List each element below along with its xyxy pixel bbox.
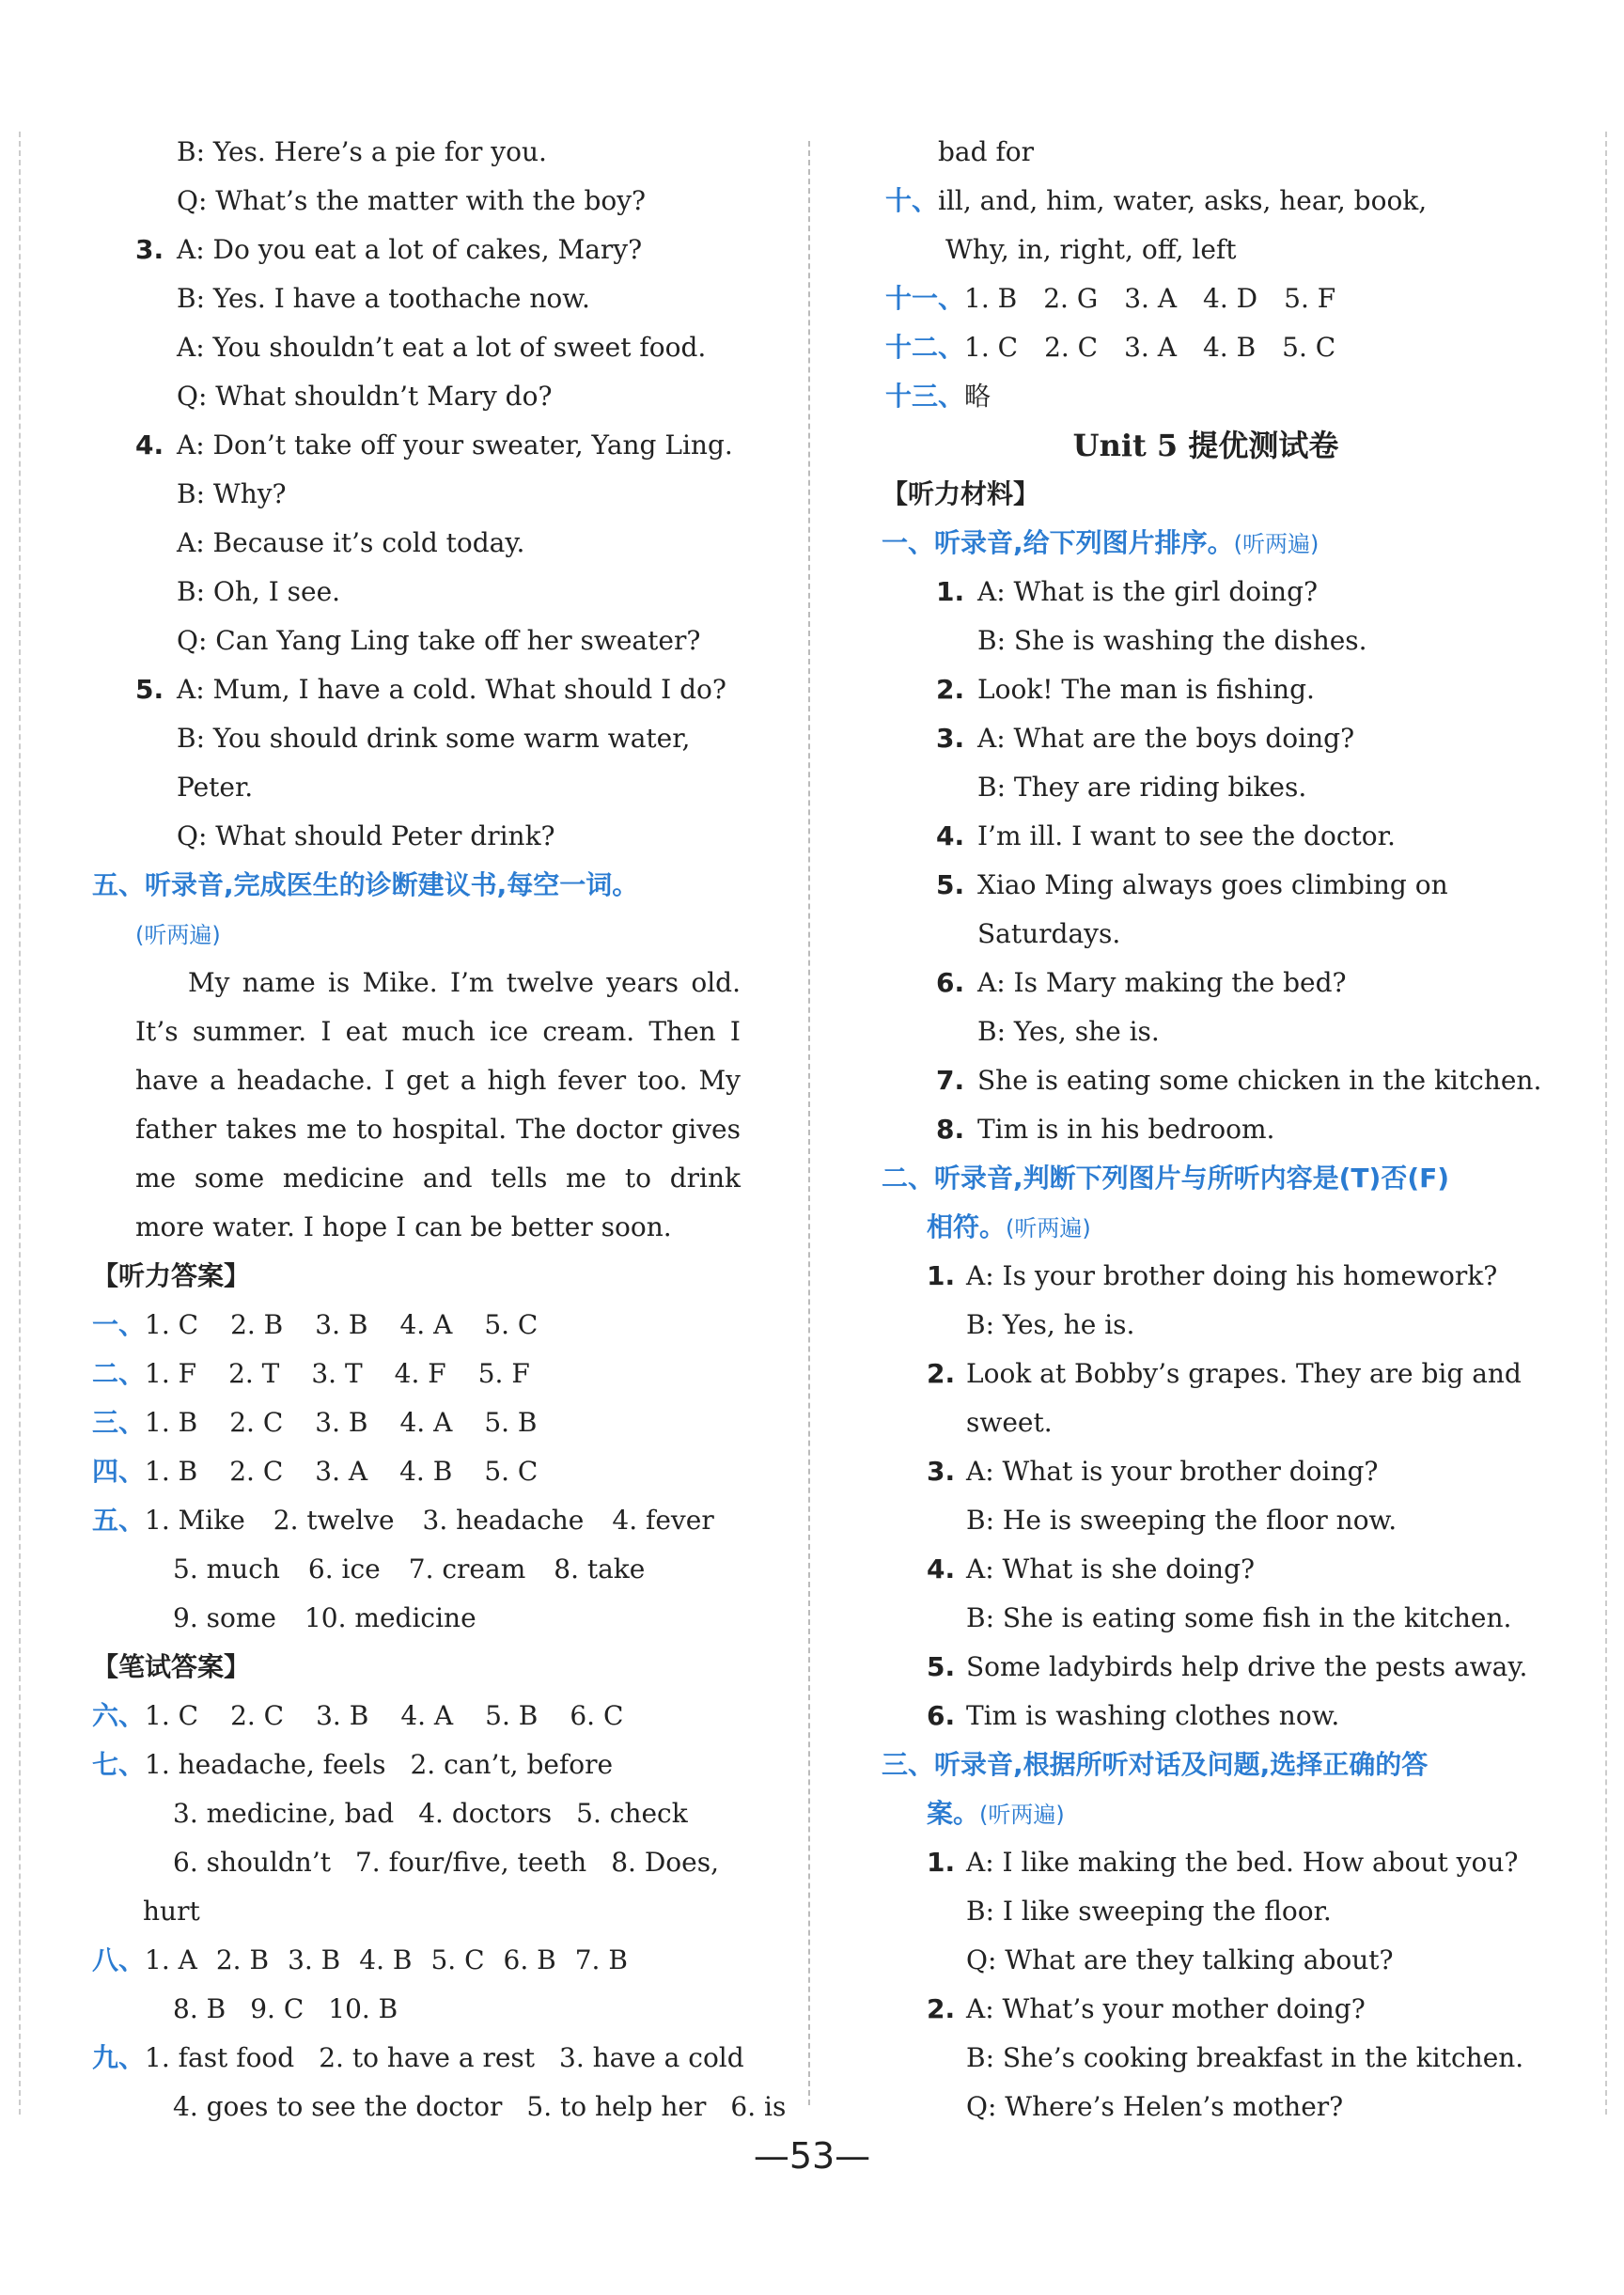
line-text: B: He is sweeping the floor now. — [966, 1505, 1398, 1536]
answer-item: 1. B — [964, 283, 1018, 314]
section10-line — [882, 177, 1530, 226]
answer-row — [83, 2034, 744, 2083]
dialog-line — [83, 177, 741, 226]
dialog-line — [83, 665, 741, 714]
answer-item: 1. C — [964, 332, 1019, 363]
line-text: I’m ill. I want to see the doctor. — [977, 820, 1396, 851]
section5-title: 五、听录音,完成医生的诊断建议书,每空一词。 — [92, 869, 639, 900]
answer-item: 4. A — [399, 1407, 453, 1438]
section-label: 三、 — [92, 1407, 146, 1438]
item-number: 1. — [927, 1260, 956, 1291]
dialog-line — [83, 763, 741, 812]
dialog-line — [83, 128, 741, 177]
section13-line — [882, 372, 1530, 421]
line-text: A: What’s your mother doing? — [966, 1993, 1366, 2024]
material-line — [882, 910, 1530, 959]
section-title: 相符。 — [927, 1211, 1007, 1242]
material-line — [882, 2034, 1530, 2083]
section-heading — [882, 1789, 1530, 1838]
item-number: 7. — [936, 1065, 965, 1096]
answer-item: 1. headache, feels — [145, 1749, 386, 1780]
item-number: 2. — [936, 674, 965, 705]
section-heading — [882, 1154, 1530, 1203]
written-answers — [83, 1692, 787, 2131]
material-line — [882, 1887, 1530, 1936]
right-column — [882, 128, 1542, 2131]
answer-item: 6. ice — [307, 1553, 381, 1585]
section-note: (听两遍) — [979, 1802, 1065, 1828]
item-number: 4. — [927, 1553, 956, 1585]
written-answers-header: 【笔试答案】 — [92, 1651, 251, 1682]
item-number: 5. — [936, 869, 965, 900]
line-text: A: Is your brother doing his homework? — [966, 1260, 1498, 1291]
dialog-line — [83, 421, 741, 470]
left-column — [83, 128, 787, 2131]
answer-item: 6. C — [570, 1700, 624, 1731]
dialog-line — [83, 274, 741, 323]
line-text: A: I like making the bed. How about you? — [966, 1847, 1519, 1878]
answer-item: 5. C — [484, 1309, 539, 1340]
column-divider — [808, 141, 810, 2105]
line-text: A: What is your brother doing? — [966, 1456, 1379, 1487]
material-line — [882, 617, 1530, 665]
answer-row — [83, 1936, 741, 1985]
section-title: 二、听录音,判断下列图片与所听内容是(T)否(F) — [882, 1163, 1450, 1194]
material-line — [882, 1545, 1530, 1594]
answer-item: 3. medicine, bad — [173, 1798, 395, 1829]
line-text: B: She is washing the dishes. — [977, 625, 1367, 656]
answer-item: 7. B — [574, 1944, 628, 1975]
answer-item: 5. C — [1282, 332, 1336, 363]
answer-item: 1. B — [145, 1407, 198, 1438]
section-label: 二、 — [92, 1358, 146, 1389]
answer-item: 6. is — [730, 2091, 787, 2122]
line-text: A: Do you eat a lot of cakes, Mary? — [177, 234, 643, 265]
line-text: Q: What shouldn’t Mary do? — [177, 381, 553, 412]
section5-answers — [83, 1496, 741, 1643]
line-text: Q: Can Yang Ling take off her sweater? — [177, 625, 701, 656]
answer-row — [83, 1545, 741, 1594]
section-title: 三、听录音,根据所听对话及问题,选择正确的答 — [882, 1749, 1429, 1780]
item-number: 4. — [936, 820, 965, 851]
answer-row — [83, 2083, 787, 2131]
answer-item: 8. B — [173, 1993, 226, 2024]
section-heading — [882, 1203, 1530, 1252]
line-text: B: They are riding bikes. — [977, 772, 1307, 803]
material-line — [882, 1105, 1530, 1154]
material-line — [882, 1398, 1530, 1447]
material-line — [882, 1496, 1530, 1545]
item-number: 3. — [135, 234, 164, 265]
answer-item: 1. C — [145, 1700, 199, 1731]
line-text: Q: What are they talking about? — [966, 1944, 1394, 1975]
sections-10-13 — [882, 177, 1530, 421]
answer-row — [83, 1447, 741, 1496]
material-line — [882, 1936, 1530, 1985]
line-text: Peter. — [177, 772, 254, 803]
answer-item: 5. C — [430, 1944, 485, 1975]
answer-item: 2. C — [1044, 332, 1099, 363]
answer-item: 1. A — [145, 1944, 197, 1975]
section-label: 十三、 — [885, 381, 965, 412]
top-line: bad for — [938, 136, 1035, 167]
answer-row — [83, 1741, 741, 1789]
line-text: B: She’s cooking breakfast in the kitchen. — [966, 2042, 1524, 2073]
listening-answers-header: 【听力答案】 — [92, 1260, 251, 1291]
material-line — [882, 1007, 1530, 1056]
line-text: Xiao Ming always goes climbing on — [977, 869, 1448, 900]
answer-item: 9. some — [173, 1602, 276, 1633]
answer-item: 3. B — [288, 1944, 341, 1975]
line-text: B: Yes. I have a toothache now. — [177, 283, 590, 314]
line-text: sweet. — [966, 1407, 1053, 1438]
answer-item: 4. F — [394, 1358, 446, 1389]
answer-item: 3. headache — [422, 1505, 585, 1536]
line-text: A: What is the girl doing? — [977, 576, 1319, 607]
material-line — [882, 568, 1530, 617]
line-text: A: What is she doing? — [966, 1553, 1256, 1585]
answer-item: 5. F — [1284, 283, 1336, 314]
section-title: 案。 — [927, 1798, 980, 1829]
answer-item: 5. F — [477, 1358, 530, 1389]
answer-item: 6. B — [503, 1944, 556, 1975]
answer-item: 1. C — [145, 1309, 199, 1340]
answer-row — [83, 1789, 741, 1838]
answer-item: 7. four/five, teeth — [354, 1847, 587, 1878]
line-text: Look! The man is fishing. — [977, 674, 1315, 705]
item-number: 8. — [936, 1114, 965, 1145]
answer-item: 5. to help her — [526, 2091, 707, 2122]
answer-item: 5. B — [484, 1407, 538, 1438]
answer-item: 3. B — [316, 1700, 369, 1731]
answer-row — [882, 323, 1530, 372]
answer-item: 2. to have a rest — [319, 2042, 536, 2073]
section-label: 一、 — [92, 1309, 146, 1340]
line-text: A: What are the boys doing? — [977, 723, 1355, 754]
answer-row — [83, 1838, 741, 1887]
line-text: Saturdays. — [977, 918, 1121, 949]
dialog-line — [83, 812, 741, 861]
answer-item: 5. B — [485, 1700, 539, 1731]
line-text: B: You should drink some warm water, — [177, 723, 691, 754]
line-text: B: She is eating some fish in the kitchen. — [966, 1602, 1512, 1633]
material-line — [882, 1301, 1530, 1350]
answer-item: 6. shouldn’t — [173, 1847, 331, 1878]
page-number: —53— — [753, 2135, 871, 2177]
item-number: 4. — [135, 429, 164, 461]
answer-item: 3. A — [1124, 332, 1177, 363]
line-text: Look at Bobby’s grapes. They are big and — [966, 1358, 1522, 1389]
answer-item: 1. Mike — [145, 1505, 245, 1536]
section-label: 九、 — [92, 2042, 146, 2073]
answer-item: 3. have a cold — [559, 2042, 744, 2073]
answer-item: 2. C — [230, 1700, 285, 1731]
line-text: Q: What’s the matter with the boy? — [177, 185, 647, 216]
material-line — [882, 959, 1530, 1007]
answer-item: 1. F — [145, 1358, 197, 1389]
item-number: 3. — [927, 1456, 956, 1487]
line-text: A: Don’t take off your sweater, Yang Ling. — [177, 429, 733, 461]
answer-row — [83, 1301, 741, 1350]
material-line — [882, 665, 1530, 714]
answer-item: 5. much — [173, 1553, 280, 1585]
section5-note: (听两遍) — [135, 922, 221, 948]
dialog-line — [83, 470, 741, 519]
section-heading — [882, 519, 1530, 568]
dialog-line — [83, 226, 741, 274]
line-text: B: Why? — [177, 478, 287, 509]
answer-item: 3. A — [1124, 283, 1178, 314]
material-line — [882, 1594, 1530, 1643]
answer-row — [83, 1398, 741, 1447]
item-number: 1. — [927, 1847, 956, 1878]
answer-item: 8. Does, — [611, 1847, 719, 1878]
material-line — [882, 861, 1530, 910]
section-title: 一、听录音,给下列图片排序。 — [882, 527, 1234, 558]
answer-row — [83, 1594, 741, 1643]
answer-item: 2. B — [215, 1944, 270, 1975]
answer-item: 3. B — [315, 1407, 368, 1438]
item-number: 5. — [135, 674, 164, 705]
dialog-section — [83, 128, 741, 861]
answer-item: 2. G — [1043, 283, 1099, 314]
answer-item: 2. B — [230, 1309, 284, 1340]
line-text: She is eating some chicken in the kitchen. — [977, 1065, 1542, 1096]
item-number: 2. — [927, 1993, 956, 2024]
item-number: 5. — [927, 1651, 956, 1682]
line-text: A: Mum, I have a cold. What should I do? — [177, 674, 726, 705]
section-label: 十二、 — [885, 332, 965, 363]
material-line — [882, 763, 1530, 812]
material-line — [882, 1838, 1530, 1887]
dialog-line — [83, 519, 741, 568]
line-text: Some ladybirds help drive the pests away. — [966, 1651, 1528, 1682]
line-text: B: Yes, she is. — [977, 1016, 1160, 1047]
listening-material — [882, 519, 1542, 2131]
section-label: 十、 — [885, 185, 939, 216]
line-text: B: Yes. Here’s a pie for you. — [177, 136, 547, 167]
item-number: 3. — [936, 723, 965, 754]
dialog-line — [83, 323, 741, 372]
answer-item: 2. twelve — [273, 1505, 395, 1536]
answer-item: 4. B — [399, 1456, 453, 1487]
answer-item: 4. D — [1203, 283, 1258, 314]
material-line — [882, 812, 1530, 861]
answer-item: 4. A — [399, 1309, 453, 1340]
answer-item: 4. B — [359, 1944, 413, 1975]
listening-answers — [83, 1301, 741, 1496]
answer-row-continued: hurt — [143, 1896, 200, 1927]
listening-material-header: 【听力材料】 — [882, 478, 1040, 509]
line-text: 略 — [964, 381, 992, 412]
answer-row — [83, 1350, 741, 1398]
answer-item: 1. fast food — [145, 2042, 295, 2073]
answer-item: 10. medicine — [304, 1602, 476, 1633]
line-text: Tim is in his bedroom. — [977, 1114, 1275, 1145]
answer-item: 1. B — [145, 1456, 198, 1487]
answer-item: 2. C — [229, 1456, 284, 1487]
material-line — [882, 1350, 1530, 1398]
section-label: 八、 — [92, 1944, 146, 1975]
section-label: 七、 — [92, 1749, 146, 1780]
unit-title: Unit 5 提优测试卷 — [1072, 428, 1339, 463]
material-line — [882, 714, 1530, 763]
right-margin-rule — [1605, 132, 1607, 2115]
section-label: 四、 — [92, 1456, 146, 1487]
answer-row — [882, 274, 1530, 323]
line-text: B: Yes, he is. — [966, 1309, 1135, 1340]
answer-item: 3. B — [315, 1309, 368, 1340]
answer-item: 4. goes to see the doctor — [173, 2091, 503, 2122]
left-margin-rule — [19, 132, 21, 2115]
material-line — [882, 1643, 1530, 1692]
material-line — [882, 1447, 1530, 1496]
answer-item: 2. T — [228, 1358, 280, 1389]
answer-item: 4. A — [400, 1700, 454, 1731]
material-line — [882, 1252, 1530, 1301]
material-line — [882, 1985, 1530, 2034]
answer-row — [83, 1985, 741, 2034]
line-text: Q: What should Peter drink? — [177, 820, 555, 851]
material-line — [882, 2083, 1530, 2131]
answer-row — [83, 1496, 741, 1545]
answer-item: 4. fever — [612, 1505, 714, 1536]
answer-item: 3. T — [311, 1358, 363, 1389]
answer-item: 3. A — [315, 1456, 368, 1487]
item-number: 6. — [927, 1700, 956, 1731]
section-note: (听两遍) — [1006, 1215, 1091, 1241]
line-text: ill, and, him, water, asks, hear, book, — [938, 185, 1428, 216]
section-label: 六、 — [92, 1700, 146, 1731]
answer-item: 2. can’t, before — [410, 1749, 614, 1780]
section-label: 十一、 — [885, 283, 965, 314]
section-label: 五、 — [92, 1505, 146, 1536]
passage: My name is Mike. I’m twelve years old. It’s summer. I eat much ice cream. Then I have a headache. I get a high fever too. My father takes me to hospital. The doctor gives me some medicine and tells me to drink more water. I hope I can be better soon. — [135, 967, 741, 1242]
section-note: (听两遍) — [1233, 531, 1320, 557]
line-text: A: You shouldn’t eat a lot of sweet food. — [177, 332, 707, 363]
line-text: Tim is washing clothes now. — [966, 1700, 1340, 1731]
dialog-line — [83, 568, 741, 617]
answer-item: 7. cream — [408, 1553, 526, 1585]
answer-item: 10. B — [328, 1993, 398, 2024]
section-heading — [882, 1741, 1530, 1789]
answer-item: 4. B — [1202, 332, 1257, 363]
section10-line: Why, in, right, off, left — [945, 234, 1237, 265]
answer-item: 5. C — [484, 1456, 539, 1487]
line-text: A: Because it’s cold today. — [177, 527, 525, 558]
answer-item: 5. check — [576, 1798, 688, 1829]
answer-row — [83, 1692, 741, 1741]
line-text: Q: Where’s Helen’s mother? — [966, 2091, 1344, 2122]
item-number: 2. — [927, 1358, 956, 1389]
item-number: 1. — [936, 576, 965, 607]
answer-item: 2. C — [229, 1407, 284, 1438]
dialog-line — [83, 617, 741, 665]
answer-item: 9. C — [250, 1993, 304, 2024]
dialog-line — [83, 714, 741, 763]
material-line — [882, 1056, 1542, 1105]
item-number: 6. — [936, 967, 965, 998]
line-text: A: Is Mary making the bed? — [977, 967, 1347, 998]
answer-item: 8. take — [554, 1553, 646, 1585]
line-text: B: Oh, I see. — [177, 576, 341, 607]
material-line — [882, 1692, 1530, 1741]
answer-item: 4. doctors — [418, 1798, 553, 1829]
dialog-line — [83, 372, 741, 421]
line-text: B: I like sweeping the floor. — [966, 1896, 1332, 1927]
